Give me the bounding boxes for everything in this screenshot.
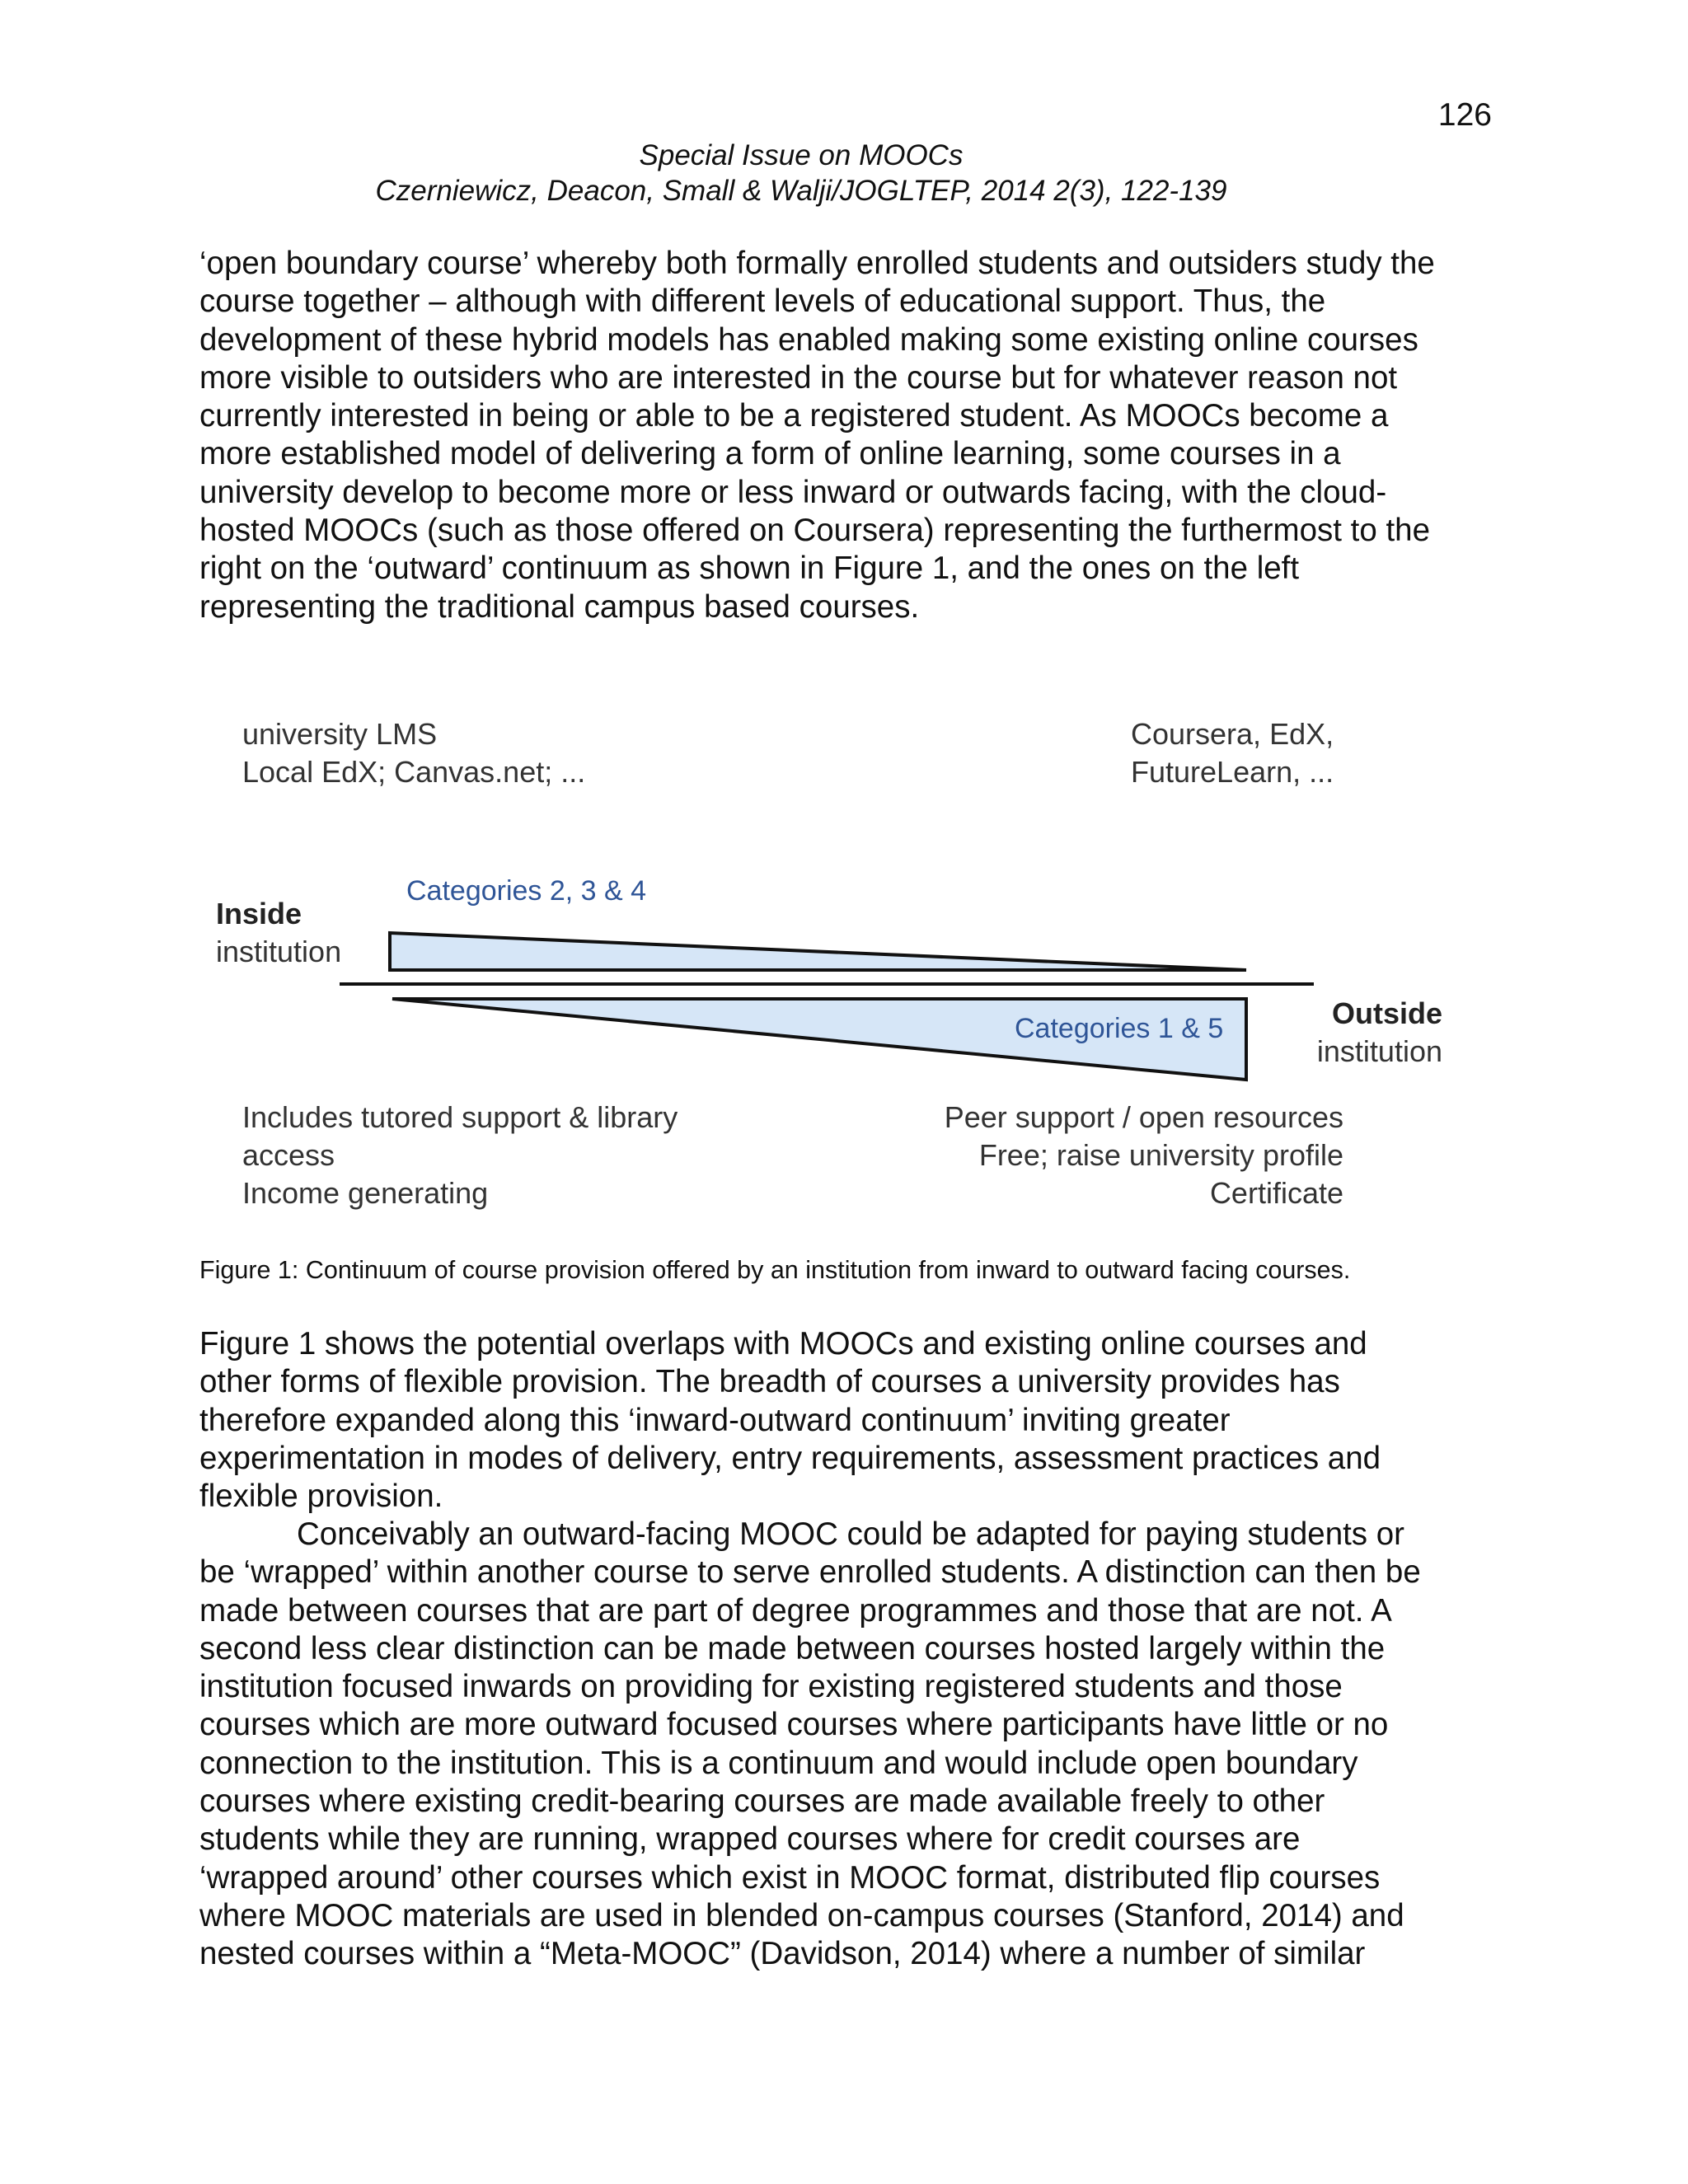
inside-label: Inside [216,897,302,930]
text-line: courses where existing credit-bearing courses are made available freely to other [199,1783,1325,1820]
inward-feature-line: Income generating [242,1176,489,1210]
text-line: Figure 1 shows the potential overlaps with MOOCs and existing online courses and [199,1326,1367,1361]
text-line: right on the ‘outward’ continuum as shown in Figure 1, and the ones on the left [199,551,1300,587]
text-line: representing the traditional campus based courses. [199,588,920,625]
outward-platform-line: FutureLearn, ... [1131,755,1334,789]
text-line: more established model of delivering a form of online learning, some courses in a [199,436,1341,472]
text-line: other forms of flexible provision. The breadth of courses a university provides has [199,1364,1340,1400]
inward-feature-line: access [242,1138,335,1172]
paragraph-3 [199,1516,1502,1974]
text-line: ‘open boundary course’ whereby both formally enrolled students and outsiders study the [199,246,1435,281]
text-line: university develop to become more or less inward or outwards facing, with the cloud- [199,474,1387,510]
text-line: development of these hybrid models has enabled making some existing online courses [199,321,1418,358]
text-line: experimentation in modes of delivery, entry requirements, assessment practices and [199,1440,1381,1476]
outward-feature-line: Certificate [1209,1176,1343,1210]
text-line: nested courses within a “Meta-MOOC” (Davidson, 2014) where a number of similar [199,1936,1366,1972]
inward-platform-line: university LMS [242,717,438,751]
inward-platform-line: Local EdX; Canvas.net; ... [242,755,586,789]
inside-institution-label [216,895,341,971]
inward-feature-line: Includes tutored support & library [242,1100,678,1134]
text-line: currently interested in being or able to be a registered student. As MOOCs become a [199,398,1389,434]
outside-label: Outside [1331,996,1442,1030]
journal-title: Special Issue on MOOCs [639,139,964,171]
upper-wedge [390,933,1246,970]
text-line: more visible to outsiders who are interested in the course but for whatever reason not [199,359,1398,396]
outside-institution-label [1236,995,1442,1071]
upper-wedge-label: Categories 2, 3 & 4 [406,875,647,907]
text-line: course together – although with different levels of educational support. Thus, the [199,284,1326,320]
text-line: Conceivably an outward-facing MOOC could be adapted for paying students or [297,1516,1404,1552]
text-line: second less clear distinction can be made between courses hosted largely within the [199,1630,1386,1666]
text-line: institution focused inwards on providing for existing registered students and those [199,1669,1343,1705]
paragraph-2 [199,1325,1502,1516]
page-number: 126 [1437,97,1492,133]
outward-feature-line: Peer support / open resources [944,1100,1343,1134]
outward-features [849,1099,1343,1212]
outward-feature-line: Free; raise university profile [978,1138,1343,1172]
inside-sublabel: institution [216,935,342,968]
text-line: connection to the institution. This is a continuum and would include open boundary [199,1745,1358,1781]
text-line: courses which are more outward focused courses where participants have little or no [199,1707,1389,1743]
inward-features [242,1099,678,1212]
outward-platforms [1131,715,1334,791]
text-line: made between courses that are part of degree programmes and those that are not. A [199,1592,1392,1629]
outward-platform-line: Coursera, EdX, [1131,717,1334,751]
text-line: hosted MOOCs (such as those offered on Coursera) representing the furthermost to the [199,513,1430,549]
text-line: be ‘wrapped’ within another course to serve enrolled students. A distinction can then be [199,1554,1421,1591]
inward-platforms [242,715,585,791]
lower-wedge-label: Categories 1 & 5 [1015,1013,1224,1044]
figure-caption: Figure 1: Continuum of course provision offered by an institution from inward to outward facing courses. [199,1256,1351,1284]
text-line: therefore expanded along this ‘inward-outward continuum’ inviting greater [199,1402,1231,1438]
outside-sublabel: institution [1316,1034,1442,1068]
text-line: flexible provision. [199,1479,443,1515]
text-line: students while they are running, wrapped courses where for credit courses are [199,1821,1301,1858]
text-line: ‘wrapped around’ other courses which exist in MOOC format, distributed flip courses [199,1859,1381,1896]
citation: Czerniewicz, Deacon, Small & Walji/JOGLTEP, 2014 2(3), 122-139 [375,175,1227,207]
text-line: where MOOC materials are used in blended on-campus courses (Stanford, 2014) and [199,1897,1404,1933]
